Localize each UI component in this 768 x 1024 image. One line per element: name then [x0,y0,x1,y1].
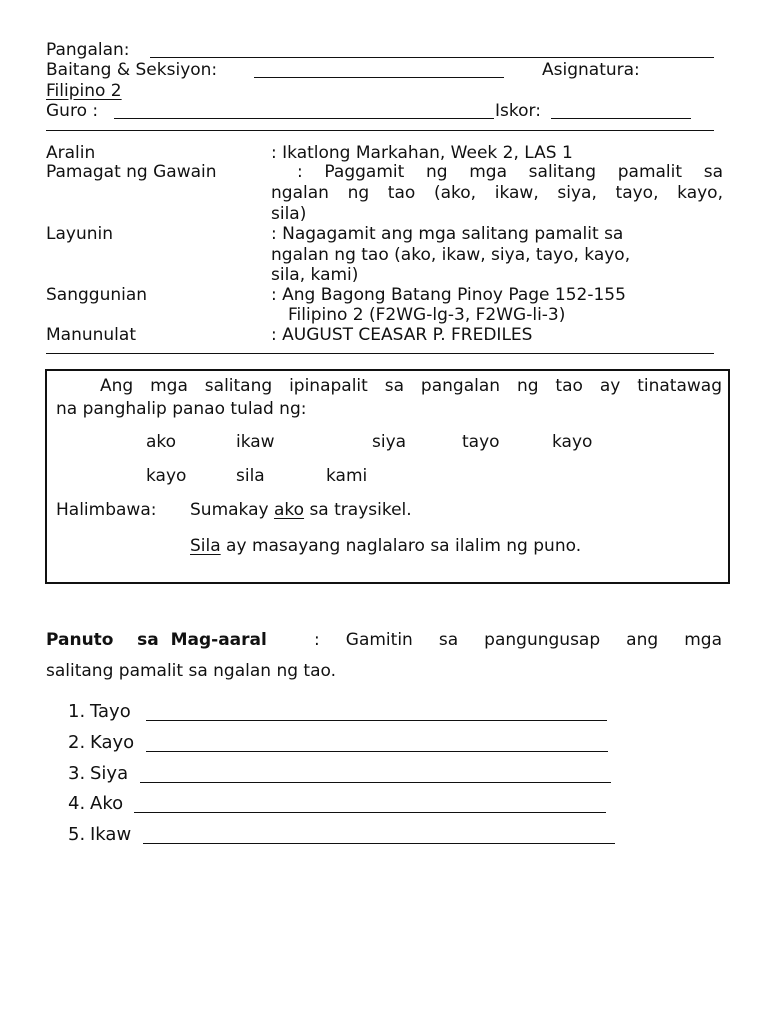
answer-line[interactable] [143,843,615,844]
lesson-intro-line1: Ang mga salitang ipinapalit sa pangalan ng tao ay tinatawag [100,376,722,396]
item-number: 2. [68,732,86,753]
exercise-item [68,794,123,814]
baitang-seksiyon-field[interactable] [254,77,504,78]
answer-line[interactable] [146,720,607,721]
info-divider [46,353,714,354]
exercise-item [68,702,131,722]
pronoun-word: ikaw [236,432,275,452]
item-number: 3. [68,763,86,784]
guro-label: Guro : [46,101,99,121]
aralin-label: Aralin [46,143,96,163]
asignatura-value: Filipino 2 [46,81,122,101]
aralin-value: : Ikatlong Markahan, Week 2, LAS 1 [271,143,573,163]
iskor-field[interactable] [551,118,691,119]
baitang-seksiyon-label: Baitang & Seksiyon: [46,60,218,80]
example-2-text: ay masayang naglalaro sa ilalim ng puno. [220,536,582,556]
guro-field[interactable] [114,118,494,119]
example-1-text-end: sa traysikel. [304,500,412,520]
example-1-text: Sumakay [190,500,274,520]
manunulat-label: Manunulat [46,325,136,345]
example-label: Halimbawa: [56,500,157,520]
instructions-text-line2: salitang pamalit sa ngalan ng tao. [46,661,337,681]
exercise-item [68,733,134,753]
instructions-label: Panuto sa Mag-aaral [46,630,267,650]
pangalan-field[interactable] [150,57,714,58]
pamagat-value-line2: ngalan ng tao (ako, ikaw, siya, tayo, kayo, [271,183,723,203]
answer-line[interactable] [134,812,606,813]
instructions-text-line1: : Gamitin sa pangungusap ang mga [314,630,722,650]
layunin-value-line2: ngalan ng tao (ako, ikaw, siya, tayo, kayo, [271,245,631,265]
item-word: Tayo [90,701,131,722]
item-word: Kayo [90,732,135,753]
item-word: Siya [90,763,129,784]
example-2-pronoun: Sila [190,536,221,556]
pamagat-value-line1: : Paggamit ng mga salitang pamalit sa [297,162,723,182]
layunin-label: Layunin [46,224,113,244]
pamagat-label: Pamagat ng Gawain [46,162,217,182]
pronoun-word: tayo [462,432,500,452]
sanggunian-label: Sanggunian [46,285,148,305]
layunin-value-line1: : Nagagamit ang mga salitang pamalit sa [271,224,624,244]
answer-line[interactable] [146,751,608,752]
exercise-item [68,825,131,845]
lesson-intro-line2: na panghalip panao tulad ng: [56,399,307,419]
manunulat-value: : AUGUST CEASAR P. FREDILES [271,325,533,345]
item-number: 5. [68,824,86,845]
asignatura-label: Asignatura: [542,60,640,80]
example-1-pronoun: ako [273,500,305,520]
sanggunian-value-line2: Filipino 2 (F2WG-lg-3, F2WG-li-3) [288,305,566,325]
pronoun-word: kayo [146,466,187,486]
example-sentence-2 [190,536,581,556]
answer-line[interactable] [140,782,611,783]
exercise-item [68,764,128,784]
pronoun-word: kami [326,466,368,486]
pamagat-value-line3: sila) [271,204,307,224]
sanggunian-value-line1: : Ang Bagong Batang Pinoy Page 152-155 [271,285,626,305]
pronoun-word: siya [372,432,407,452]
item-word: Ikaw [90,824,132,845]
pronoun-word: kayo [552,432,593,452]
pronoun-word: sila [236,466,265,486]
item-number: 1. [68,701,86,722]
item-word: Ako [90,793,124,814]
pronoun-word: ako [146,432,177,452]
layunin-value-line3: sila, kami) [271,265,359,285]
iskor-label: Iskor: [495,101,541,121]
item-number: 4. [68,793,86,814]
example-sentence-1 [190,500,412,520]
header-divider [46,130,714,131]
pangalan-label: Pangalan: [46,40,130,60]
